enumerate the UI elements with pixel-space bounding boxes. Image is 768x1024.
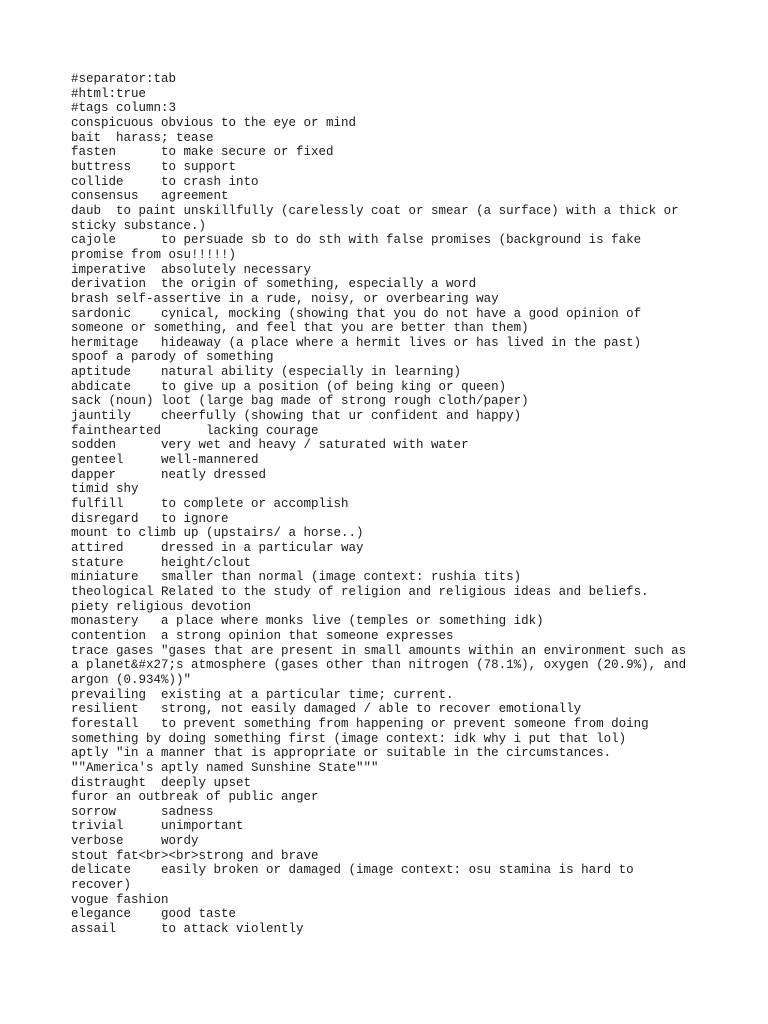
text-line: spoof a parody of something <box>71 350 274 365</box>
text-line: distraught deeply upset <box>71 775 252 790</box>
text-line: consensus agreement <box>71 189 229 204</box>
text-line: brash self-assertive in a rude, noisy, or overbearing way <box>71 291 499 306</box>
text-line: imperative absolutely necessary <box>71 262 312 277</box>
text-line: #separator:tab <box>71 72 177 86</box>
text-line: #tags column:3 <box>71 101 177 116</box>
text-line: mount to climb up (upstairs/ a horse..) <box>71 526 364 541</box>
text-line: bait harass; tease <box>71 130 214 145</box>
document-page <box>71 72 711 937</box>
text-line: trace gases "gases that are present in small amounts within an environment such as a planet&#x27;s atmosphere (gases other than nitrogen (78.1%), oxygen (20.9%), and argon (0.934%))" <box>71 643 687 687</box>
text-line: conspicuous obvious to the eye or mind <box>71 115 357 130</box>
text-line: sack (noun) loot (large bag made of strong rough cloth/paper) <box>71 394 529 409</box>
text-line: cajole to persuade sb to do sth with false promises (background is fake promise from osu!!!!!) <box>71 233 642 262</box>
text-line: stature height/clout <box>71 555 252 570</box>
text-line: jauntily cheerfully (showing that ur confident and happy) <box>71 409 522 424</box>
text-line: forestall to prevent something from happening or prevent someone from doing something by doing something first (image context: idk why i put that lol) <box>71 716 649 746</box>
text-line: derivation the origin of something, especially a word <box>71 277 477 292</box>
text-line: assail to attack violently <box>71 922 304 937</box>
text-line: fainthearted lacking courage <box>71 423 319 438</box>
text-line: monastery a place where monks live (temples or something idk) <box>71 614 544 629</box>
text-line: prevailing existing at a particular time; current. <box>71 687 454 702</box>
text-line: contention a strong opinion that someone expresses <box>71 628 454 643</box>
text-line: fulfill to complete or accomplish <box>71 497 349 512</box>
text-line: daub to paint unskillfully (carelessly coat or smear (a surface) with a thick or sticky substance.) <box>71 203 679 233</box>
text-line: trivial unimportant <box>71 819 244 834</box>
text-line: sodden very wet and heavy / saturated with water <box>71 438 469 453</box>
text-line: genteel well-mannered <box>71 453 259 468</box>
text-line: fasten to make secure or fixed <box>71 145 334 160</box>
text-line: verbose wordy <box>71 834 199 849</box>
text-line: hermitage hideaway (a place where a hermit lives or has lived in the past) <box>71 335 642 350</box>
text-line: sorrow sadness <box>71 804 214 819</box>
text-line: abdicate to give up a position (of being king or queen) <box>71 379 507 394</box>
text-line: attired dressed in a particular way <box>71 541 364 555</box>
text-line: elegance good taste <box>71 907 237 922</box>
text-line: resilient strong, not easily damaged / able to recover emotionally <box>71 702 582 717</box>
text-line: disregard to ignore <box>71 511 229 526</box>
text-line: timid shy <box>71 482 139 497</box>
text-line: buttress to support <box>71 159 237 174</box>
text-line: miniature smaller than normal (image context: rushia tits) <box>71 570 522 585</box>
text-line: stout fat<br><br>strong and brave <box>71 848 319 863</box>
text-line: furor an outbreak of public anger <box>71 790 319 805</box>
text-line: aptly "in a manner that is appropriate or suitable in the circumstances. ""America's aptly named Sunshine State""" <box>71 746 612 775</box>
text-line: #html:true <box>71 86 147 101</box>
text-line: piety religious devotion <box>71 599 252 614</box>
text-line: collide to crash into <box>71 174 259 189</box>
text-line: sardonic cynical, mocking (showing that you do not have a good opinion of someone or something, and feel that you are better than them) <box>71 306 642 336</box>
text-line: dapper neatly dressed <box>71 467 267 482</box>
text-line: delicate easily broken or damaged (image context: osu stamina is hard to recover) <box>71 863 634 893</box>
text-line: vogue fashion <box>71 892 169 907</box>
text-line: theological Related to the study of religion and religious ideas and beliefs. <box>71 584 649 599</box>
text-line: aptitude natural ability (especially in learning) <box>71 365 462 380</box>
